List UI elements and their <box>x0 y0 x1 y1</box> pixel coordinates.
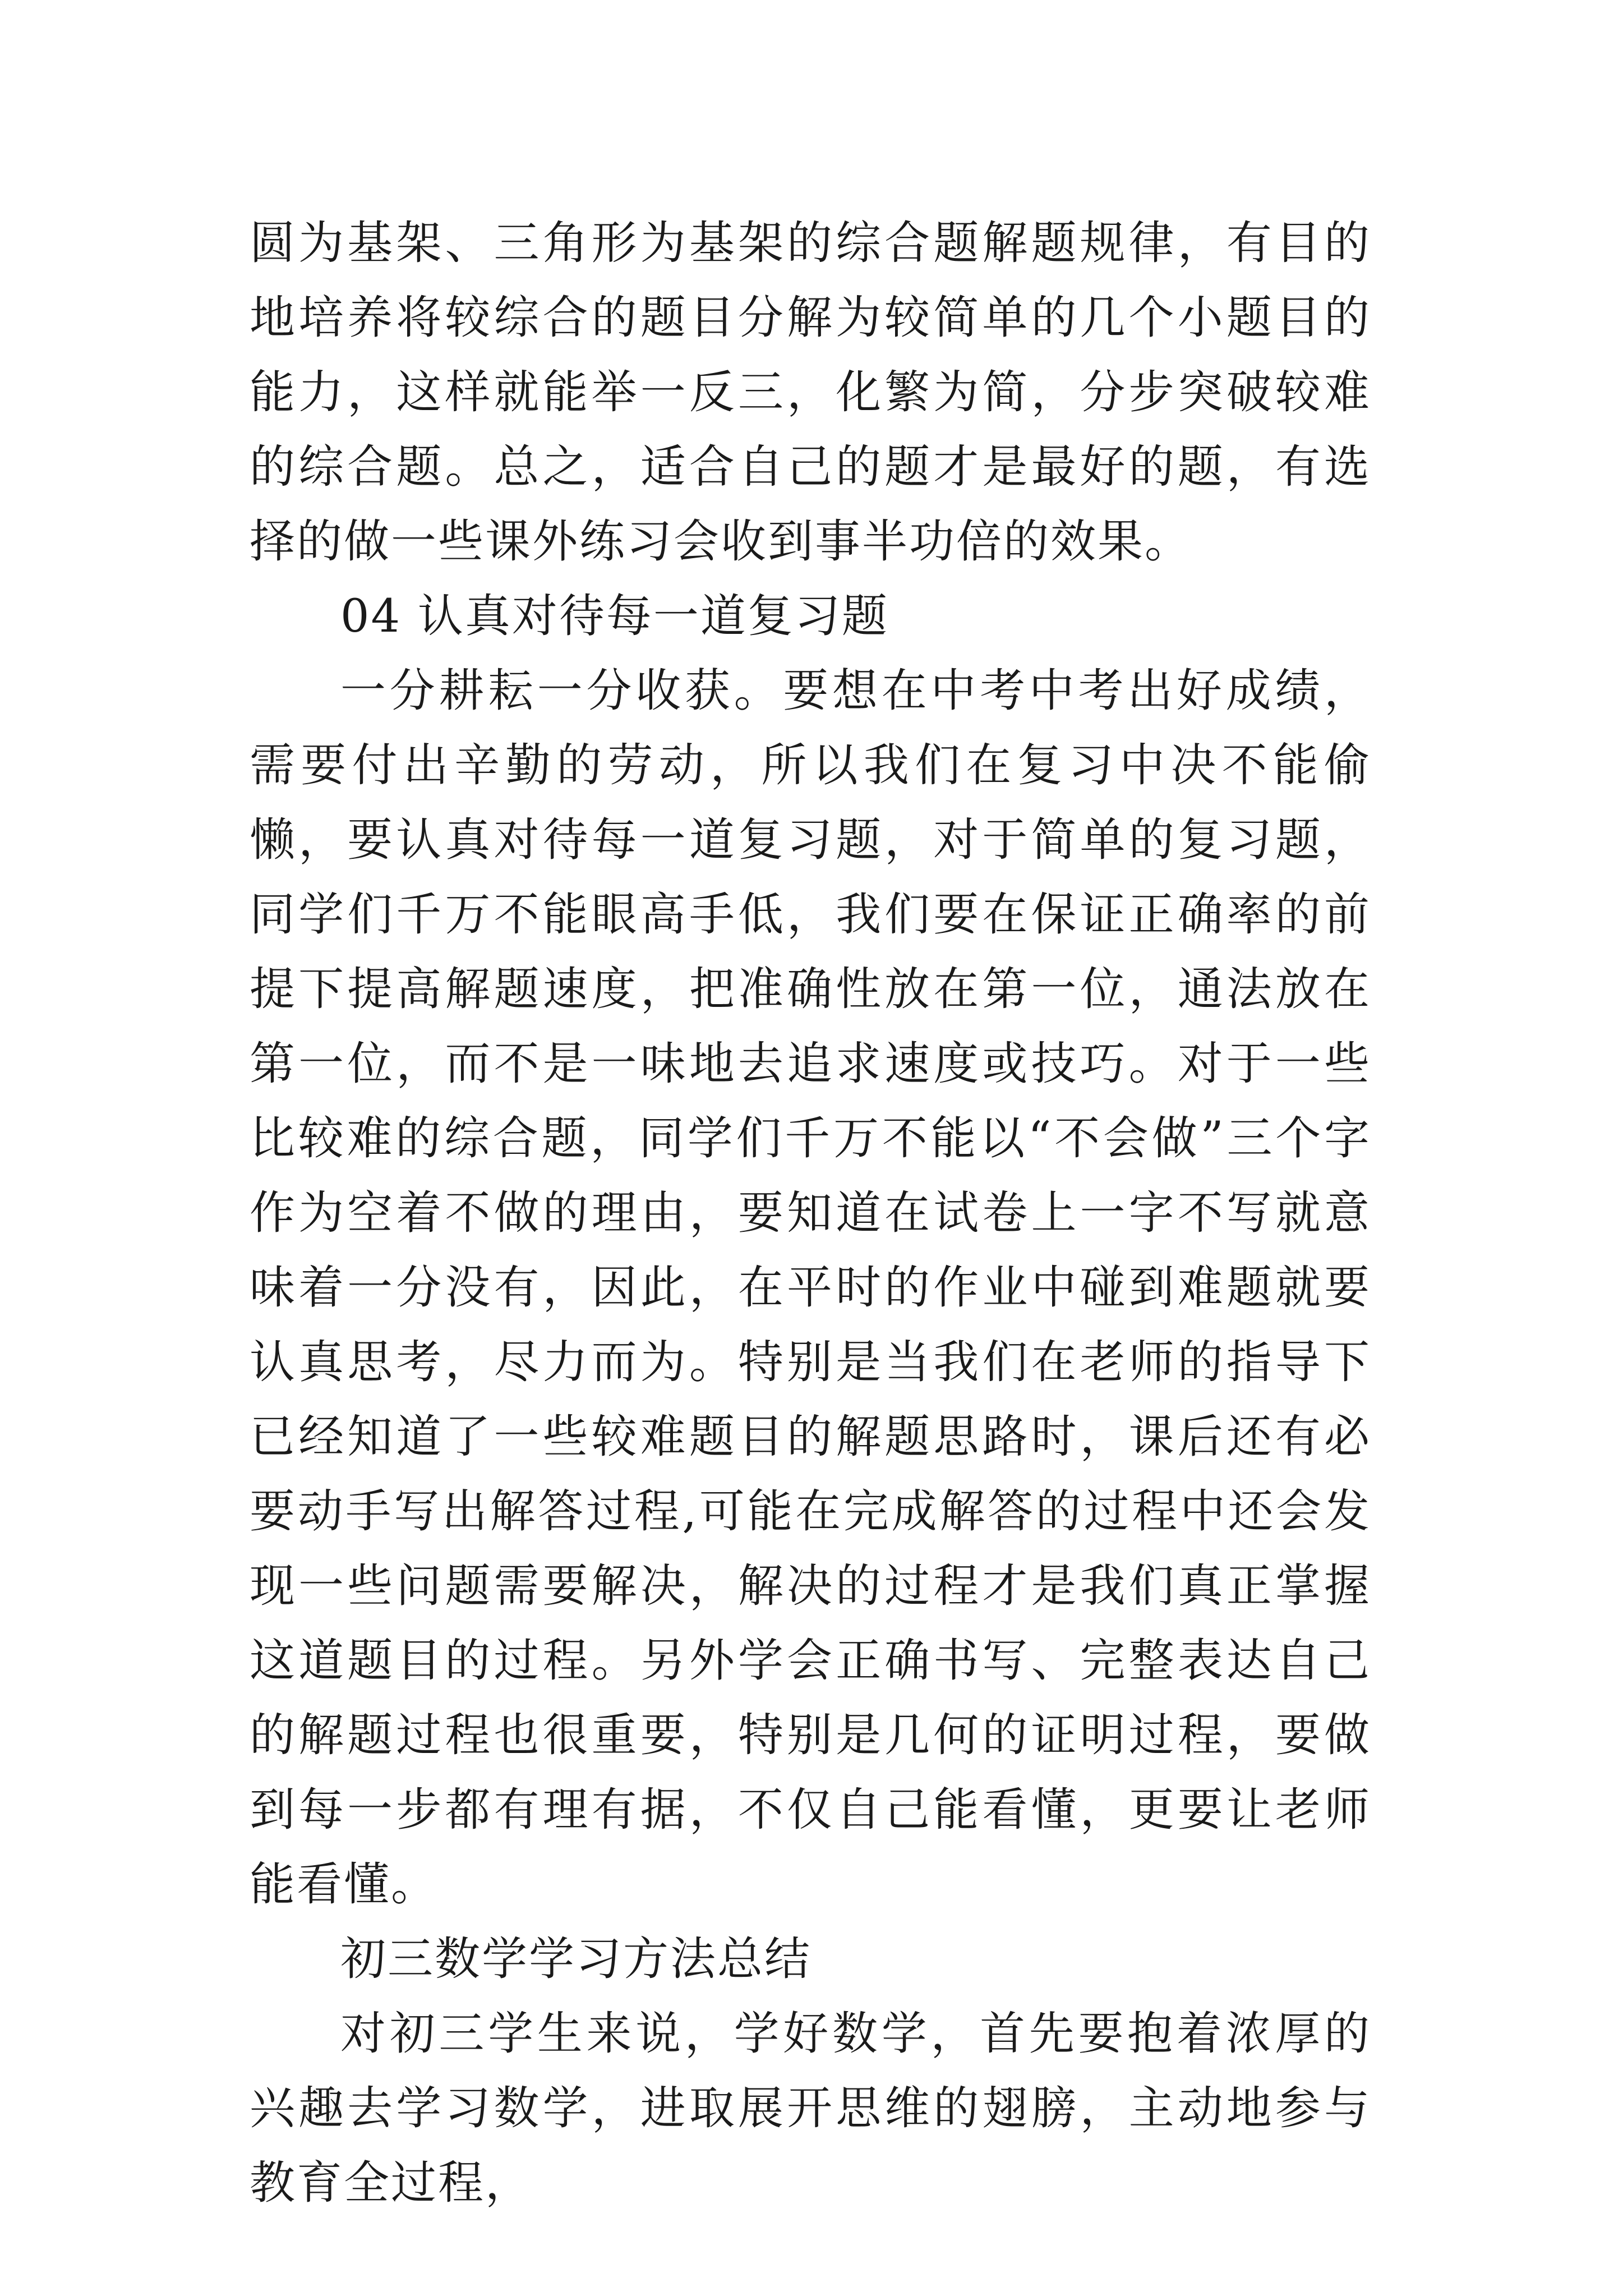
paragraph-review-questions: 一分耕耘一分收获。要想在中考中考出好成绩，需要付出辛勤的劳动，所以我们在复习中决不能偷懒，要认真对待每一道复习题，对于简单的复习题，同学们千万不能眼高手低，我们要在保证正确率的前提下提高解题速度，把准确性放在第一位，通法放在第一位，而不是一味地去追求速度或技巧。对于一些比较难的综合题，同学们千万不能以“不会做”三个字作为空着不做的理由，要知道在试卷上一字不写就意味着一分没有，因此，在平时的作业中碰到难题就要认真思考，尽力而为。特别是当我们在老师的指导下已经知道了一些较难题目的解题思路时，课后还有必要动手写出解答过程,可能在完成解答的过程中还会发现一些问题需要解决，解决的过程才是我们真正掌握这道题目的过程。另外学会正确书写、完整表达自己的解题过程也很重要，特别是几何的证明过程，要做到每一步都有理有据，不仅自己能看懂，更要让老师能看懂。 <box>250 665 1371 1911</box>
paragraph-continued: 圆为基架、三角形为基架的综合题解题规律，有目的地培养将较综合的题目分解为较简单的几个小题目的能力，这样就能举一反三，化繁为简，分步突破较难的综合题。总之，适合自己的题才是最好的题，有选择的做一些课外练习会收到事半功倍的效果。 <box>250 217 1371 568</box>
document-body <box>250 206 1371 2221</box>
paragraph-summary-start: 对初三学生来说，学好数学，首先要抱着浓厚的兴趣去学习数学，进取展开思维的翅膀，主动地参与教育全过程， <box>250 2008 1371 2210</box>
section-heading-summary: 初三数学学习方法总结 <box>340 1933 812 1986</box>
section-heading-04: 04 认真对待每一道复习题 <box>340 590 889 643</box>
